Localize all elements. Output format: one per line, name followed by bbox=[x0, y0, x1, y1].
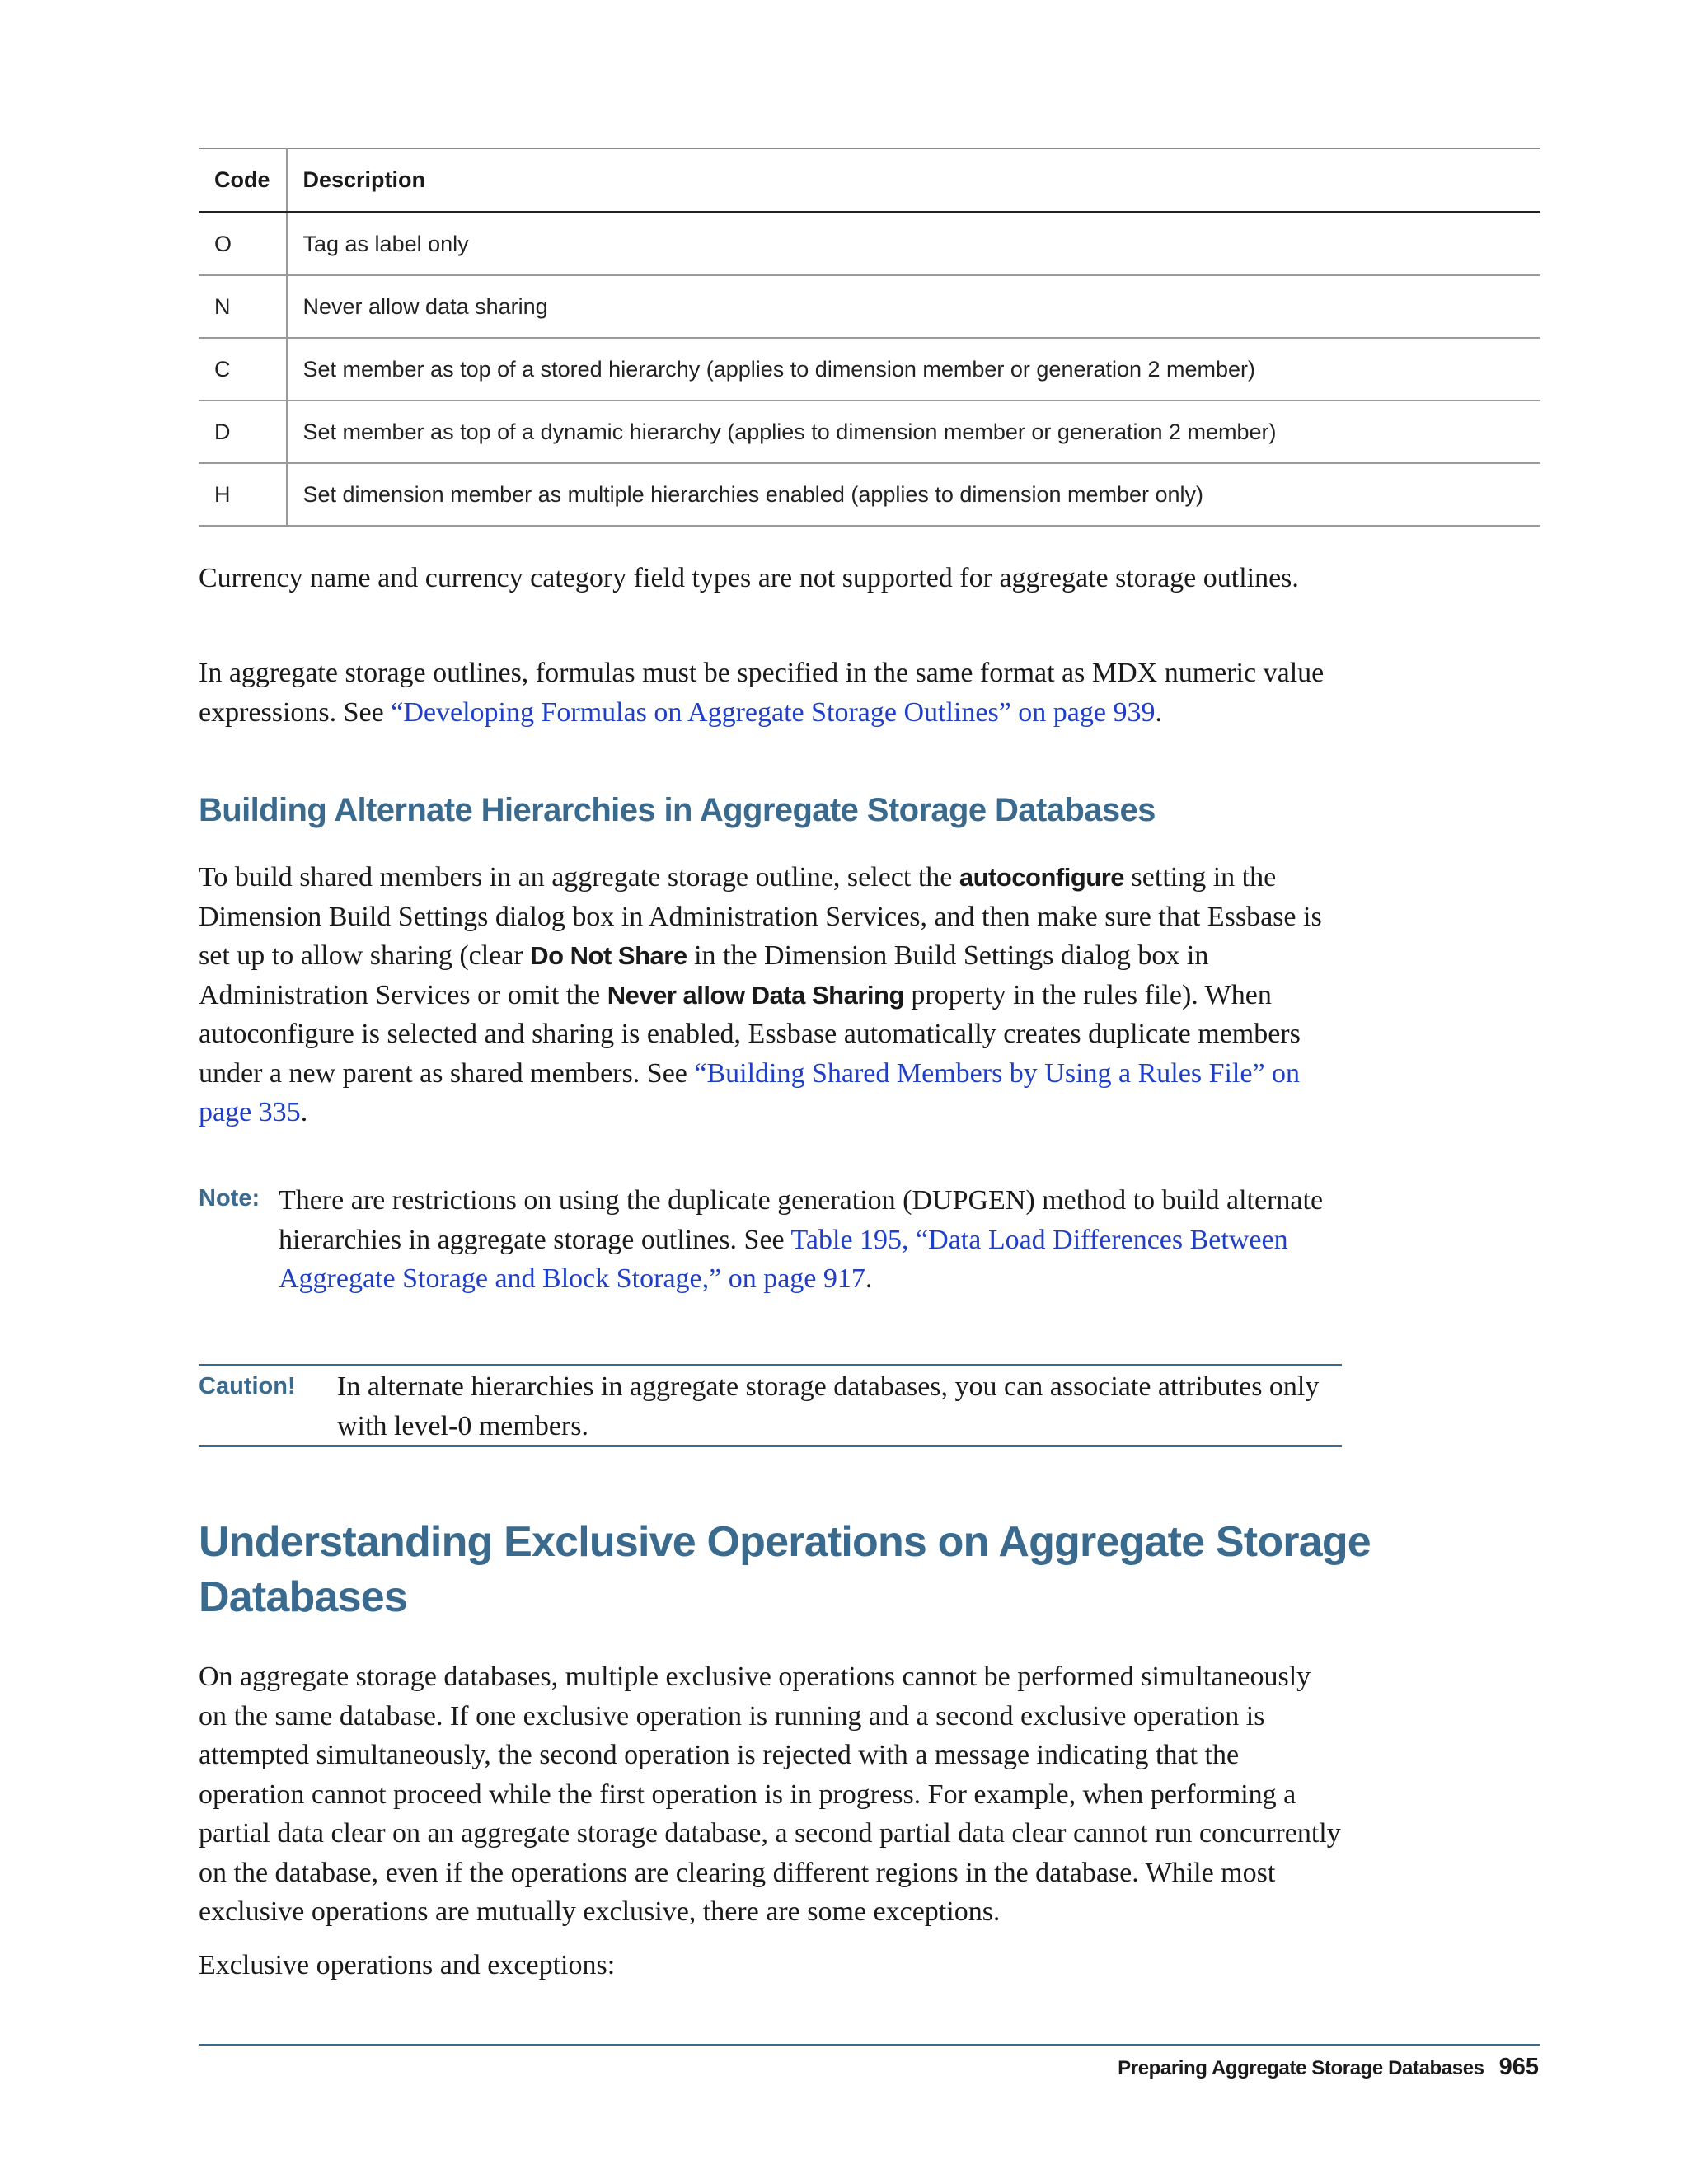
keyword-never-allow-data-sharing: Never allow Data Sharing bbox=[607, 980, 904, 1010]
paragraph-text: To build shared members in an aggregate storage outline, select the bbox=[199, 862, 959, 893]
paragraph-alternate-hierarchies bbox=[199, 858, 1344, 1132]
cell-code: C bbox=[199, 338, 287, 401]
member-property-codes-table bbox=[199, 148, 1540, 527]
table-row bbox=[199, 213, 1540, 276]
link-developing-formulas[interactable]: “Developing Formulas on Aggregate Storage Outlines” on page 939 bbox=[391, 696, 1156, 728]
note-text bbox=[279, 1181, 1342, 1299]
paragraph-exclusive-exceptions: Exclusive operations and exceptions: bbox=[199, 1950, 616, 1980]
table-header-row bbox=[199, 148, 1540, 213]
note-label: Note: bbox=[199, 1185, 260, 1212]
caution-top-rule bbox=[199, 1364, 1342, 1366]
cell-code: D bbox=[199, 401, 287, 463]
cell-description: Set dimension member as multiple hierarchies enabled (applies to dimension member only) bbox=[302, 481, 1204, 507]
caution-bottom-rule bbox=[199, 1445, 1342, 1447]
paragraph-formulas bbox=[199, 654, 1344, 732]
paragraph-formulas-text: In aggregate storage outlines, formulas must be specified in the same format as MDX numeric value expressions. See bbox=[199, 658, 1325, 728]
paragraph-text: . bbox=[300, 1097, 308, 1127]
paragraph-text: in the Dimension Build Settings dialog box in Administration Services or omit the bbox=[199, 940, 1209, 1010]
cell-code: O bbox=[199, 213, 287, 276]
cell-description: Never allow data sharing bbox=[302, 293, 548, 319]
table-row bbox=[199, 401, 1540, 463]
cell-description: Tag as label only bbox=[302, 231, 469, 256]
link-building-shared-members[interactable]: “Building Shared Members by Using a Rules File” on page 335 bbox=[199, 1057, 1301, 1127]
page-number: 965 bbox=[1498, 2054, 1539, 2080]
paragraph-formulas-end: . bbox=[1155, 696, 1162, 728]
section-heading-alternate-hierarchies: Building Alternate Hierarchies in Aggregate Storage Databases bbox=[199, 792, 1156, 828]
keyword-do-not-share: Do Not Share bbox=[530, 941, 687, 970]
note-end: . bbox=[865, 1263, 873, 1294]
paragraph-text: setting in the Dimension Build Settings dialog box in Administration Services, and then make sure that Essbase is set up to allow sharing (clear bbox=[199, 862, 1322, 971]
column-header-code: Code bbox=[199, 148, 287, 213]
paragraph-exclusive-operations: On aggregate storage databases, multiple exclusive operations cannot be performed simultaneously on the same database. If one exclusive operation is running and a second exclusive operation is attempted simultaneously, the second operation is rejected with a message indicating that the operation cannot proceed while the first operation is in progress. For example, when performing a partial data clear on an aggregate storage database, a second partial data clear cannot run concurrently on the database, even if the operations are clearing different regions in the database. While most exclusive operations are mutually exclusive, there are some exceptions. bbox=[199, 1661, 1341, 1927]
page-footer bbox=[1118, 2054, 1539, 2081]
note-body: There are restrictions on using the duplicate generation (DUPGEN) method to build alternate hierarchies in aggregate storage outlines. See bbox=[279, 1185, 1324, 1255]
link-table-195[interactable]: Table 195, “Data Load Differences Between Aggregate Storage and Block Storage,” on page 917 bbox=[279, 1224, 1288, 1294]
caution-text: In alternate hierarchies in aggregate storage databases, you can associate attributes only with level-0 members. bbox=[337, 1371, 1320, 1441]
column-header-description: Description bbox=[287, 148, 1540, 213]
paragraph-currency: Currency name and currency category field types are not supported for aggregate storage outlines. bbox=[199, 563, 1299, 593]
table-row bbox=[199, 275, 1540, 338]
caution-label: Caution! bbox=[199, 1373, 296, 1399]
footer-chapter-title: Preparing Aggregate Storage Databases bbox=[1118, 2057, 1484, 2079]
footer-rule bbox=[199, 2044, 1540, 2046]
section-heading-exclusive-operations: Understanding Exclusive Operations on Aggregate Storage Databases bbox=[199, 1518, 1371, 1621]
table-row bbox=[199, 463, 1540, 526]
cell-description: Set member as top of a dynamic hierarchy (applies to dimension member or generation 2 member) bbox=[302, 419, 1277, 444]
keyword-autoconfigure: autoconfigure bbox=[959, 863, 1125, 892]
cell-description: Set member as top of a stored hierarchy (applies to dimension member or generation 2 member) bbox=[302, 356, 1256, 382]
cell-code: H bbox=[199, 463, 287, 526]
paragraph-text: property in the rules file). When autoconfigure is selected and sharing is enabled, Essbase automatically creates duplicate members under a new parent as shared members. See bbox=[199, 979, 1301, 1089]
table-row bbox=[199, 338, 1540, 401]
cell-code: N bbox=[199, 275, 287, 338]
